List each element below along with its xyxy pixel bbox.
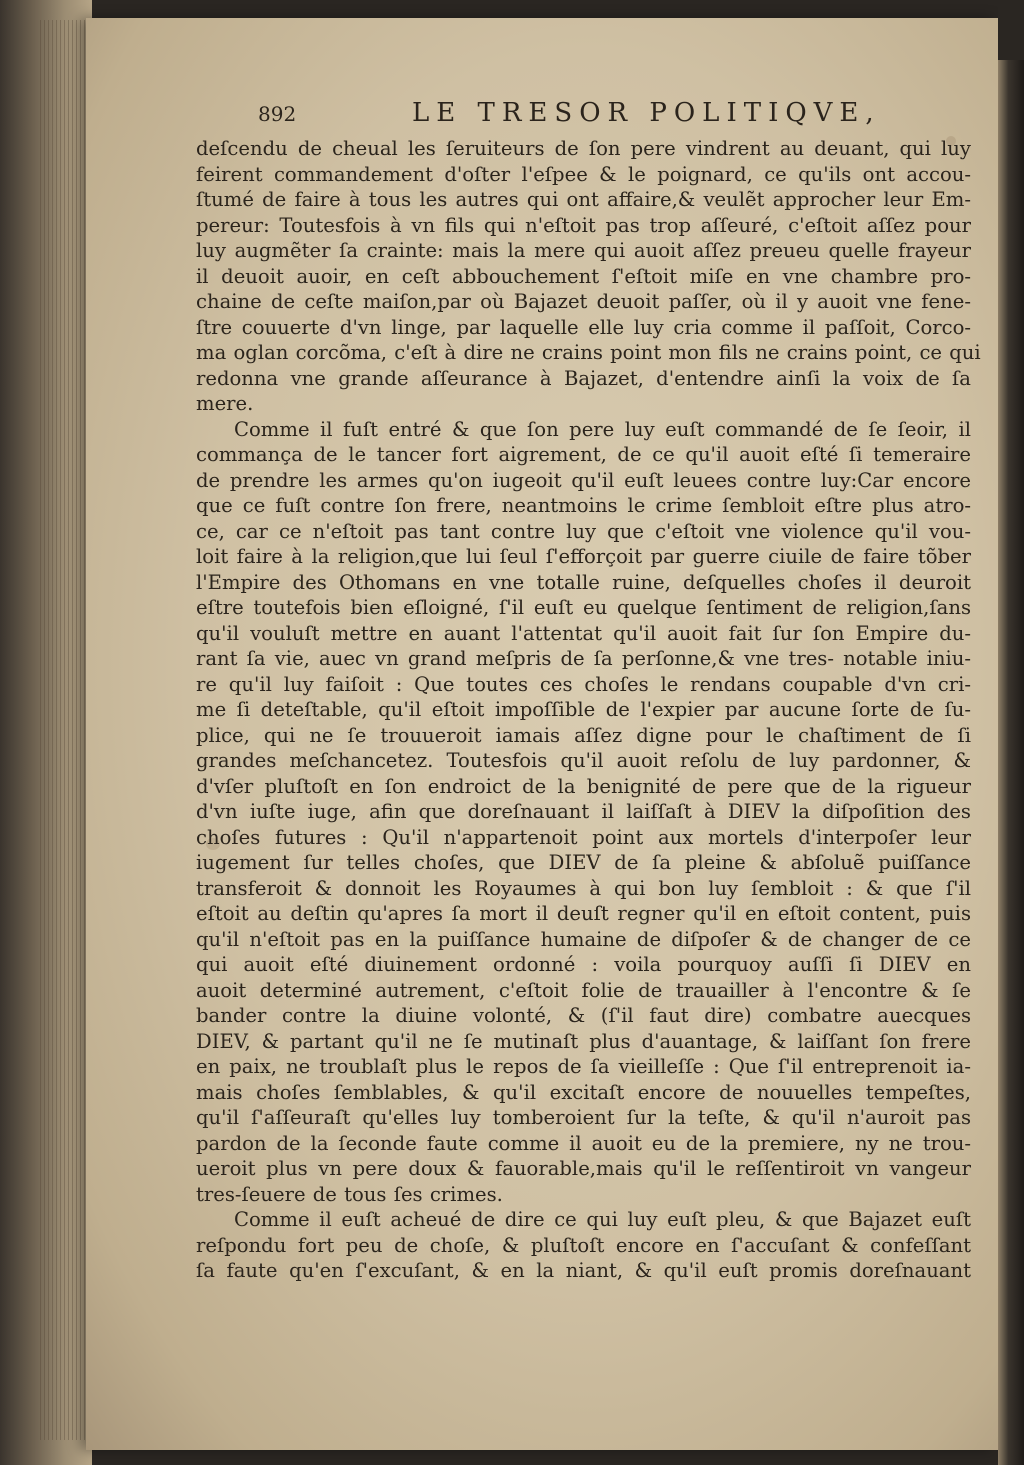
text-line: ſa faute qu'en ſ'excuſant, & en la niant, & qu'il euſt promis doreſnauant (196, 1259, 971, 1282)
binding-gutter-top (998, 0, 1024, 60)
binding-gutter (998, 0, 1024, 1465)
text-line: grandes meſchancetez. Toutesfois qu'il auoit reſolu de luy pardonner, & (196, 749, 971, 772)
text-line: chaine de ceſte maiſon,par où Bajazet deuoit paſſer, où il y auoit vne fene- (196, 290, 971, 313)
text-line: me ſi deteſtable, qu'il eſtoit impoſſible de l'expier par aucune ſorte de ſu- (196, 698, 971, 721)
text-line: choſes futures : Qu'il n'appartenoit point aux mortels d'interpoſer leur (196, 825, 971, 849)
text-line: plice, qui ne ſe trouueroit iamais aſſez digne pour le chaſtiment de ſi (196, 723, 971, 747)
text-line: feirent commandement d'oſter l'eſpee & le poignard, ce qu'ils ont accou- (196, 162, 971, 186)
text-line: qu'il n'eſtoit pas en la puiſſance humaine de diſpoſer & de changer de ce (196, 927, 971, 951)
text-line: eſtoit au deſtin qu'apres ſa mort il deuſt regner qu'il en eſtoit content, puis (196, 902, 971, 925)
text-line: loit faire à la religion,que lui ſeul ſ'efforçoit par guerre ciuile de faire tõber (196, 545, 971, 568)
text-line: commança de le tancer fort aigrement, de ce qu'il auoit eſté ſi temeraire (196, 443, 971, 466)
text-line: transferoit & donnoit les Royaumes à qui bon luy ſembloit : & que ſ'il (196, 876, 971, 900)
text-line: rant ſa vie, auec vn grand meſpris de ſa perſonne,& vne tres- notable iniu- (196, 647, 971, 670)
text-line: deſcendu de cheual les ſeruiteurs de ſon pere vindrent au deuant, qui luy (196, 137, 971, 160)
text-line: qu'il ſ'aſſeuraſt qu'elles luy tomberoient ſur la teſte, & qu'il n'auroit pas (196, 1106, 971, 1129)
text-line: il deuoit auoir, en ceſt abbouchement ſ'eſtoit miſe en vne chambre pro- (196, 264, 971, 288)
page-edge-texture (40, 20, 92, 1440)
text-line: l'Empire des Othomans en vne totalle ruine, deſquelles choſes il deuroit (196, 570, 971, 594)
running-title: LE TRESOR POLITIQVE, (412, 98, 881, 128)
text-line: mere. (196, 392, 254, 415)
text-line: qu'il vouluſt mettre en auant l'attentat qu'il auoit fait ſur ſon Empire du- (196, 621, 971, 645)
text-line: mais choſes ſemblables, & qu'il excitaſt encore de nouuelles tempeſtes, (196, 1080, 971, 1104)
text-line: ſtumé de faire à tous les autres qui ont affaire,& veulẽt approcher leur Em- (196, 188, 971, 211)
text-line: tres-ſeuere de tous ſes crimes. (196, 1182, 503, 1206)
paragraph-start-line: Comme il euſt acheué de dire ce qui luy euſt pleu, & que Bajazet euſt (234, 1208, 971, 1231)
text-line: auoit determiné autrement, c'eſtoit folie de trauailler à l'encontre & ſe (196, 978, 971, 1002)
text-line: DIEV, & partant qu'il ne ſe mutinaſt plus d'auantage, & laiſſant ſon frere (196, 1029, 971, 1053)
text-line: pardon de la ſeconde faute comme il auoit eu de la premiere, ny ne trou- (196, 1131, 971, 1155)
text-line: de prendre les armes qu'on iugeoit qu'il euſt leuees contre luy:Car encore (196, 468, 971, 492)
text-line: ma oglan corcõma, c'eſt à dire ne crains point mon fils ne crains point, ce qui (196, 341, 981, 364)
body-text (196, 136, 981, 1284)
text-line: ſtre couuerte d'vn linge, par laquelle elle luy cria comme il paſſoit, Corco- (196, 315, 971, 339)
text-line: que ce fuſt contre ſon frere, neantmoins le crime ſembloit eſtre plus atro- (196, 494, 971, 517)
text-line: eſtre toutefois bien eſloigné, ſ'il euſt eu quelque ſentiment de religion,ſans (196, 596, 971, 619)
text-line: bander contre la diuine volonté, & (ſ'il faut dire) combatre auecques (196, 1004, 971, 1027)
text-line: en paix, ne troublaſt plus le repos de ſa vieilleſſe : Que ſ'il entreprenoit ia- (196, 1055, 971, 1078)
text-line: qui auoit eſté diuinement ordonné : voila pourquoy auſſi ſi DIEV en (196, 953, 971, 976)
text-line: redonna vne grande aſſeurance à Bajazet, d'entendre ainſi la voix de ſa (196, 366, 971, 390)
page-number: 892 (258, 102, 297, 126)
text-line: re qu'il luy faiſoit : Que toutes ces choſes le rendans coupable d'vn cri- (196, 672, 971, 696)
running-head (196, 96, 971, 136)
page-text-block (196, 96, 981, 1284)
text-line: reſpondu fort peu de choſe, & pluſtoſt encore en ſ'accuſant & confeſſant (196, 1233, 971, 1257)
text-line: luy augmẽter ſa crainte: mais la mere qui auoit aſſez preueu quelle frayeur (196, 239, 971, 262)
text-line: ueroit plus vn pere doux & fauorable,mais qu'il le reſſentiroit vn vangeur (196, 1157, 971, 1180)
text-line: d'vn iuſte iuge, afin que doreſnauant il laiſſaſt à DIEV la diſpoſition des (196, 800, 971, 823)
paragraph-start-line: Comme il fuſt entré & que ſon pere luy euſt commandé de ſe ſeoir, il (234, 417, 971, 441)
text-line: ce, car ce n'eſtoit pas tant contre luy que c'eſtoit vne violence qu'il vou- (196, 519, 971, 543)
text-line: pereur: Toutesfois à vn fils qui n'eſtoit pas trop aſſeuré, c'eſtoit aſſez pour (196, 213, 971, 237)
text-line: d'vſer pluſtoſt en ſon endroict de la benignité de pere que de la rigueur (196, 774, 971, 798)
text-line: iugement ſur telles choſes, que DIEV de ſa pleine & abſoluẽ puiſſance (196, 851, 971, 874)
